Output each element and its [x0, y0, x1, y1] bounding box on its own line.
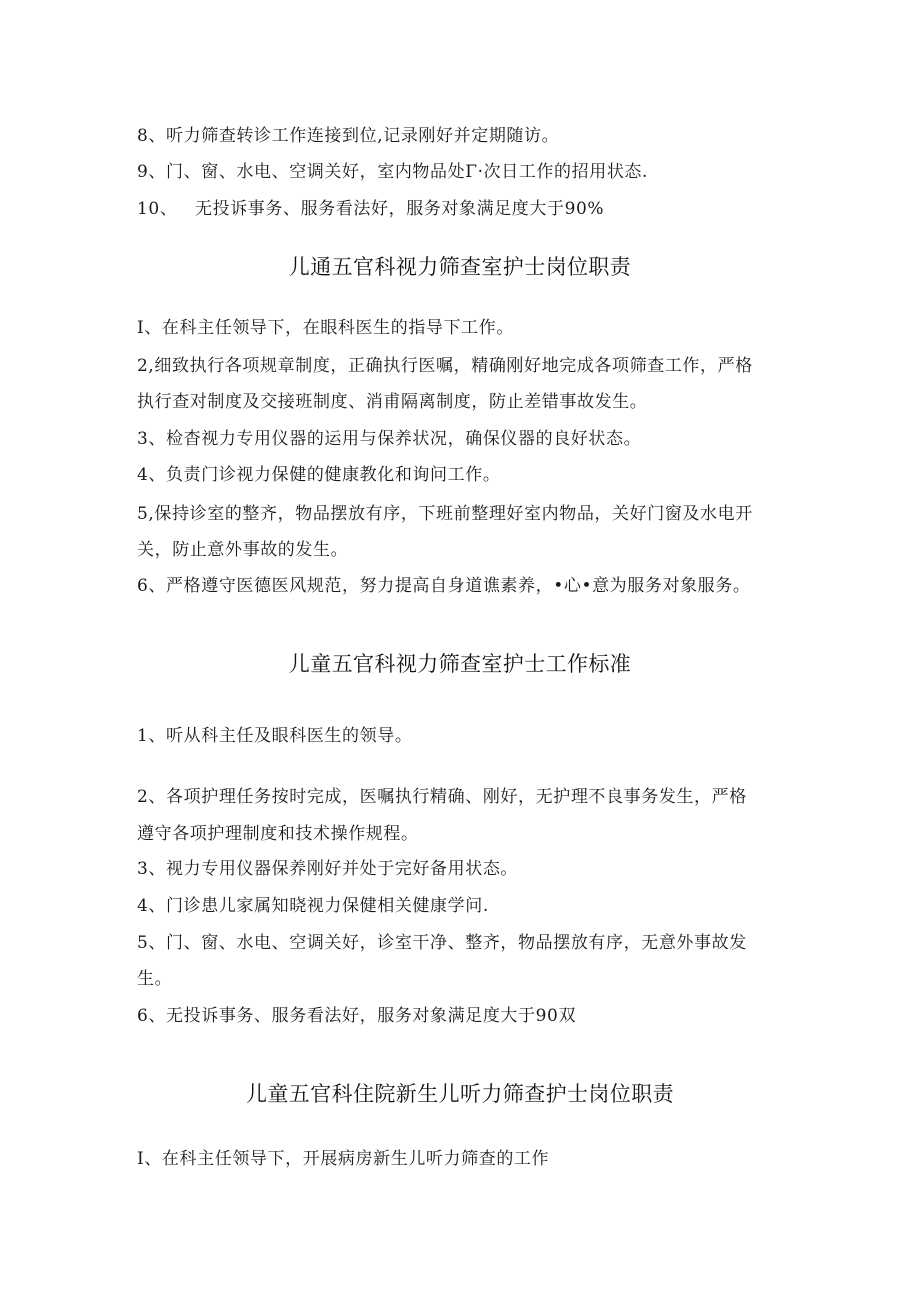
list-item: 6、严格遵守医德医风规范，努力提高自身道谯素养，•心•意为服务对象服务。	[137, 576, 751, 596]
list-item: 关，防止意外事故的发生。	[137, 540, 349, 560]
list-item: 4、门诊患儿家属知晓视力保健相关健康学问.	[137, 896, 489, 916]
list-item: 3、视力专用仪器保养刚好并处于完好备用状态。	[137, 859, 519, 879]
list-item-text: 无投诉事务、服务看法好，服务对象满足度大于90%	[195, 199, 605, 219]
list-item	[137, 197, 604, 221]
list-item: I、在科主任领导下，在眼科医生的指导下工作。	[137, 318, 514, 338]
list-item: 执行查对制度及交接班制度、消甫隔离制度，防止差错事故发生。	[137, 392, 648, 412]
section-title: 儿通五官科视力筛查室护士岗位职责	[288, 255, 632, 279]
list-item: 4、负责门诊视力保健的健康教化和询问工作。	[137, 465, 501, 485]
list-item: 5、门、窗、水电、空调关好，诊室干净、整齐，物品摆放有序，无意外事故发	[137, 933, 747, 953]
section-title: 儿童五官科住院新生儿听力筛查护士岗位职责	[246, 1082, 674, 1106]
list-item: 1、听从科主任及眼科医生的领导。	[137, 726, 413, 746]
section-title: 儿童五官科视力筛查室护士工作标准	[288, 652, 632, 676]
list-item: 6、无投诉事务、服务看法好，服务对象满足度大于90双	[137, 1006, 577, 1026]
list-item-number: 10、	[137, 199, 178, 219]
list-item: 生。	[137, 969, 173, 989]
list-item: 3、检杳视力专用仪器的运用与保养状况，确保仪器的良好状态。	[137, 429, 642, 449]
list-item: 2,细致执行各项规章制度，正确执行医嘱，精确刚好地完成各项筛查工作，严格	[137, 356, 753, 376]
list-item: 遵守各项护理制度和技术操作规程。	[137, 824, 419, 844]
list-item: 8、听力筛查转诊工作连接到位,记录刚好并定期随访。	[137, 126, 560, 146]
list-item: 9、门、窗、水电、空调关好，室内物品处Γ·次日工作的招用状态.	[137, 162, 649, 182]
list-item: I、在科主任领导下，开展病房新生儿听力筛查的工作	[137, 1149, 550, 1169]
list-item: 2、各项护理任务按时完成，医嘱执行精确、刚好，无护理不良事务发生，严格	[137, 787, 747, 807]
list-item: 5,保持诊室的整齐，物品摆放有序，下班前整理好室内物品，关好门窗及水电开	[137, 504, 753, 524]
